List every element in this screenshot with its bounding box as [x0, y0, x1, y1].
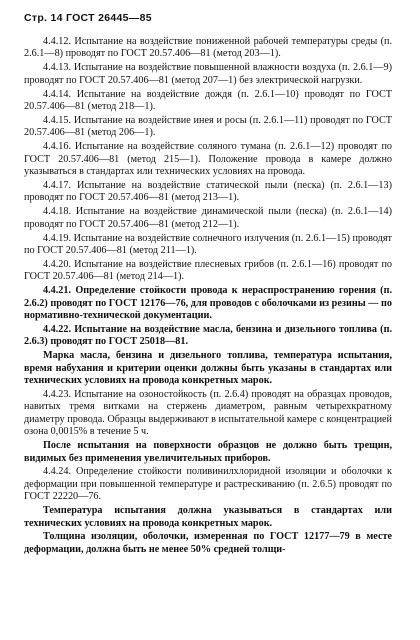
paragraph-4-4-14: 4.4.14. Испытание на воздействие дождя (п. 2.6.1—10) проводят по ГОСТ 20.57.406—81 (метод 218—1). — [24, 88, 392, 113]
paragraph-4-4-22: 4.4.22. Испытание на воздействие масла, бензина и дизельного топлива (п. 2.6.3) проводят по ГОСТ 25018—81. — [24, 323, 392, 348]
paragraph-insulation-thickness: Толщина изоляции, оболочки, измеренная по ГОСТ 12177—79 в месте деформации, должна быть не менее 50% средней толщи- — [24, 531, 392, 555]
paragraph-fuel-marks: Марка масла, бензина и дизельного топлива, температура испытания, время набухания и критерии оценки должны быть указаны в стандартах или технических условиях на провода конкретных марок. — [24, 350, 392, 387]
paragraph-4-4-21: 4.4.21. Определение стойкости провода к нераспространению горения (п. 2.6.2) проводят по ГОСТ 12176—76, для проводов с оболочками из резины — по нормативно-технической документации. — [24, 285, 392, 322]
paragraph-4-4-12: 4.4.12. Испытание на воздействие пониженной рабочей температуры среды (п. 2.6.1—8) проводят по ГОСТ 20.57.406—81 (метод 203—1). — [24, 36, 392, 60]
paragraph-4-4-15: 4.4.15. Испытание на воздействие инея и росы (п. 2.6.1—11) проводят по ГОСТ 20.57.406—81 (метод 206—1). — [24, 114, 392, 139]
paragraph-4-4-19: 4.4.19. Испытание на воздействие солнечного излучения (п. 2.6.1—15) проводят по ГОСТ 20.57.406—81 (метод 211—1). — [24, 232, 392, 256]
paragraph-4-4-23: 4.4.23. Испытание на озоностойкость (п. 2.6.4) проводят на образцах проводов, навитых тремя витками на стержень диаметром, равным четырехкратному диаметру провода. Образцы выдерживают в испытательной камере с концентрацией озона 0,0015% в течение 5 ч. — [24, 388, 392, 438]
paragraph-4-4-20: 4.4.20. Испытание на воздействие плесневых грибов (п. 2.6.1—16) проводят по ГОСТ 20.57.406—81 (метод 214—1). — [24, 258, 392, 283]
paragraph-4-4-16: 4.4.16. Испытание на воздействие соляного тумана (п. 2.6.1—12) проводят по ГОСТ 20.57.406—81 (метод 215—1). Положение провода в камере должно указываться в стандартах или технических условиях на провода. — [24, 141, 392, 178]
paragraph-4-4-17: 4.4.17. Испытание на воздействие статической пыли (песка) (п. 2.6.1—13) проводят по ГОСТ 20.57.406—81 (метод 213—1). — [24, 179, 392, 204]
paragraph-test-temperature: Температура испытания должна указываться в стандартах или технических условиях на провода конкретных марок. — [24, 505, 392, 529]
document-body — [24, 36, 392, 556]
paragraph-4-4-24: 4.4.24. Определение стойкости поливинилхлоридной изоляции и оболочки к деформации при повышенной температуре и растрескиванию (п. 2.6.5) проводят по ГОСТ 22220—76. — [24, 466, 392, 503]
page-header: Стр. 14 ГОСТ 26445—85 — [24, 12, 152, 24]
paragraph-4-4-13: 4.4.13. Испытание на воздействие повышенной влажности воздуха (п. 2.6.1—9) проводят по ГОСТ 20.57.406—81 (метод 207—1) без электрической нагрузки. — [24, 62, 392, 86]
paragraph-4-4-18: 4.4.18. Испытание на воздействие динамической пыли (песка) (п. 2.6.1—14) проводят по ГОСТ 20.57.406—81 (метод 212—1). — [24, 206, 392, 230]
paragraph-no-cracks: После испытания на поверхности образцов не должно быть трещин, видимых без применения увеличительных приборов. — [24, 440, 392, 464]
